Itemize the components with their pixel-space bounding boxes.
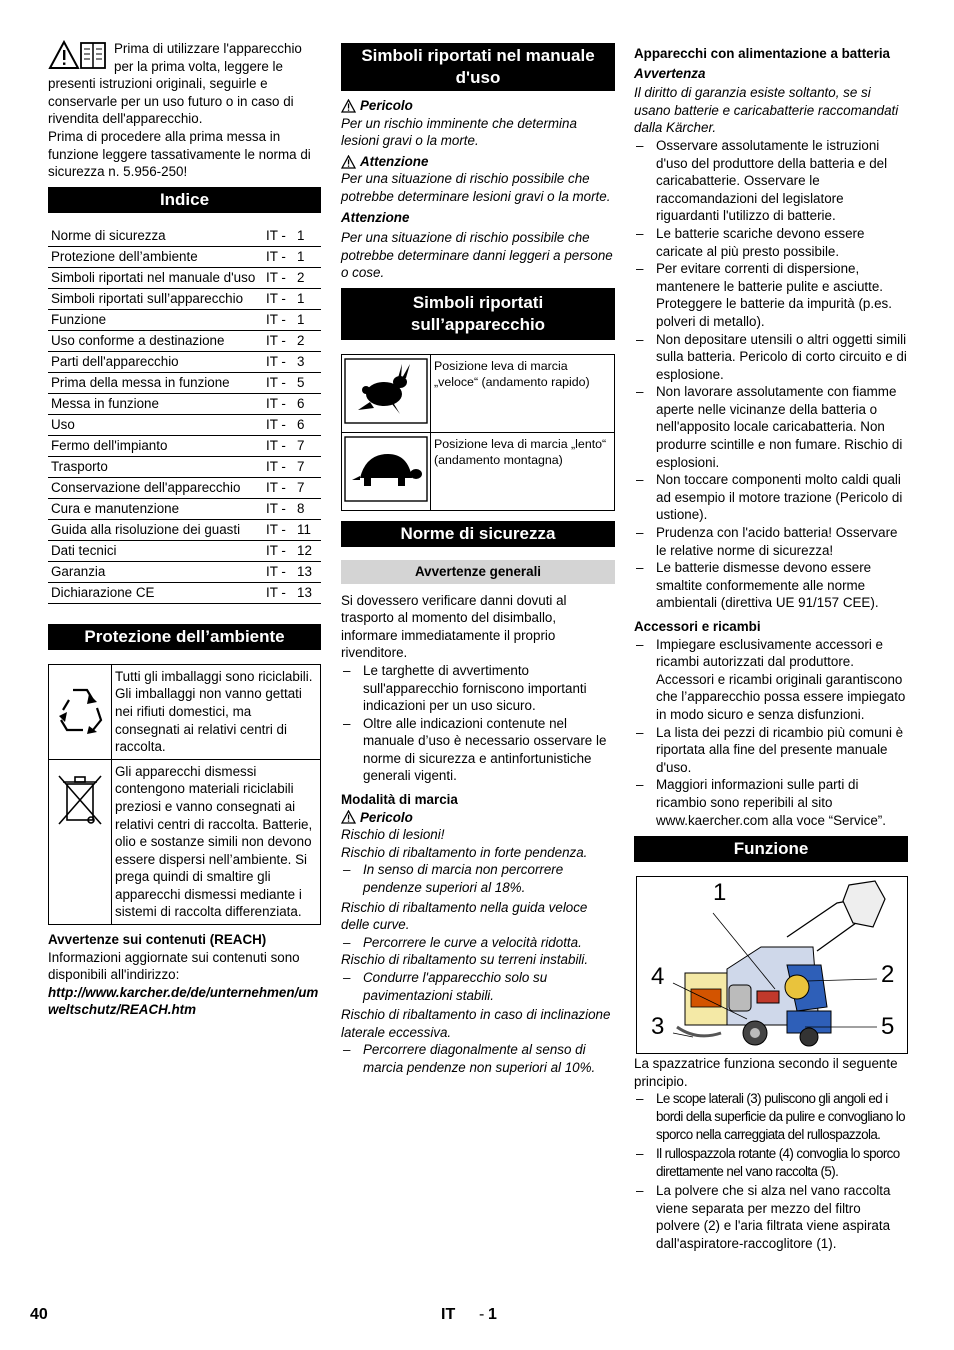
toc-entry-page: IT - 8: [263, 498, 321, 519]
toc-row[interactable]: [48, 414, 321, 435]
figure-label-1: 1: [713, 879, 727, 907]
toc-row[interactable]: [48, 226, 321, 247]
figure-label-5: 5: [881, 1013, 895, 1041]
toc-entry-label: Parti dell'apparecchio: [48, 351, 263, 372]
list-item: – Le targhette di avvertimento sull'apparecchio forniscono importanti indicazioni per un uso sicuro.: [341, 662, 615, 715]
injury-risk-text: Rischio di lesioni!: [341, 827, 445, 843]
intro-block: [48, 40, 321, 181]
toc-entry-label: Dichiarazione CE: [48, 582, 263, 603]
column-middle: [341, 43, 615, 1077]
list-item: – Il rullospazzola rotante (4) convoglia lo sporco direttamente nel vano raccolta (5).: [634, 1145, 908, 1180]
function-heading: Funzione: [634, 836, 908, 862]
environment-table: [48, 664, 321, 925]
function-list: [634, 1090, 908, 1252]
warning-triangle-icon: [341, 810, 356, 824]
toc-row[interactable]: [48, 309, 321, 330]
toc-row[interactable]: [48, 267, 321, 288]
manual-symbols-heading: Simboli riportati nel manuale d'uso: [341, 43, 615, 91]
pericolo-text: Per un rischio imminente che determina lesioni gravi o la morte.: [341, 115, 577, 149]
list-item: – Oltre alle indicazioni contenute nel manuale d’uso è necessario osservare le norme di sicurezza e antinfortunistiche generali vigenti.: [341, 715, 615, 785]
toc-entry-label: Dati tecnici: [48, 540, 263, 561]
reach-heading: Avvertenze sui contenuti (REACH): [48, 932, 267, 948]
toc-entry-page: IT - 7: [263, 456, 321, 477]
page-number: 40: [30, 1306, 48, 1323]
toc-row[interactable]: [48, 540, 321, 561]
figure-label-4: 4: [651, 963, 665, 991]
recycle-text: Tutti gli imballaggi sono riciclabili. Gli imballaggi non vanno gettati nei rifiuti domestici, ma consegnati ai relativi centri di raccolta.: [112, 664, 321, 759]
intro-icons: [48, 40, 108, 74]
toc-entry-label: Garanzia: [48, 561, 263, 582]
attenzione-label-line: [341, 153, 615, 171]
list-item: – Osservare assolutamente le istruzioni d'uso del produttore della batteria e del caricabatterie. Osservare le raccomandazioni del legislatore riguardanti l'utilizzo di batterie.: [634, 137, 908, 225]
toc-entry-label: Prima della messa in funzione: [48, 372, 263, 393]
list-item: – Impiegare esclusivamente accessori e ricambi autorizzati dal produttore. Accessori e ricambi originali garantiscono che l’apparecchio possa essere impiegato in modo sicuro e senza disfunzioni.: [634, 636, 908, 724]
list-item: – Non lavorare assolutamente con fiamme aperte nelle vicinanze della batteria o nell'apposito locale caricabatteria. Non produrre scintille e non fumare. Rischio di esplosioni.: [634, 383, 908, 471]
list-item: – Percorrere diagonalmente al senso di marcia pendenze non superiori al 10%.: [341, 1041, 615, 1076]
toc-entry-label: Norme di sicurezza: [48, 226, 263, 247]
toc-row[interactable]: [48, 561, 321, 582]
list-item: – Non toccare componenti molto caldi quali ad esempio il motore trazione (Pericolo di ustione).: [634, 471, 908, 524]
list-item: – La lista dei pezzi di ricambio più comuni è riportata alla fine del presente manuale d'uso.: [634, 724, 908, 777]
toc-entry-label: Simboli riportati nel manuale d'uso: [48, 267, 263, 288]
intro-text: Prima di utilizzare l'apparecchio per la prima volta, leggere le presenti istruzioni originali, seguirle e conservarle per un uso futuro o in caso di rivendita dell'apparecchio.: [48, 41, 302, 127]
risk-text: Rischio di ribaltamento in caso di inclinazione laterale eccessiva.: [341, 1007, 611, 1040]
toc-entry-label: Simboli riportati sull’apparecchio: [48, 288, 263, 309]
toc-heading: Indice: [48, 187, 321, 213]
reach-text: Informazioni aggiornate sui contenuti sono disponibili all'indirizzo:: [48, 949, 300, 983]
toc-table: [48, 226, 321, 604]
bin-icon-cell: [49, 759, 112, 924]
battery-heading: Apparecchi con alimentazione a batteria: [634, 46, 890, 61]
toc-entry-label: Messa in funzione: [48, 393, 263, 414]
attenzione2-text: Per una situazione di rischio possibile che potrebbe determinare danni leggeri a persone o cose.: [341, 230, 613, 281]
list-item: – Prudenza con l'acido batteria! Osservare le relative norme di sicurezza!: [634, 524, 908, 559]
list-item: – Le batterie scariche devono essere caricate al più presto possibile.: [634, 225, 908, 260]
toc-row[interactable]: [48, 393, 321, 414]
attenzione-label: Attenzione: [360, 153, 429, 169]
driving-heading: Modalità di marcia: [341, 792, 458, 808]
attenzione-text: Per una situazione di rischio possibile che potrebbe determinare lesioni gravi o la morte.: [341, 171, 611, 204]
toc-entry-label: Trasporto: [48, 456, 263, 477]
toc-row[interactable]: [48, 330, 321, 351]
toc-entry-page: IT - 1: [263, 226, 321, 247]
accessories-list: [634, 636, 908, 830]
pericolo-label: Pericolo: [360, 98, 413, 113]
toc-entry-label: Guida alla risoluzione dei guasti: [48, 519, 263, 540]
turtle-slow-icon: [344, 436, 428, 502]
toc-entry-page: IT - 6: [263, 414, 321, 435]
sweeper-diagram: [636, 876, 908, 1054]
list-item: – Maggiori informazioni sulle parti di ricambio sono reperibili al sito www.kaercher.com alla voce “Service”.: [634, 776, 908, 829]
general-warnings-heading: Avvertenze generali: [341, 560, 615, 584]
warning-triangle-icon: [341, 99, 356, 113]
warning-triangle-icon: [341, 155, 356, 169]
column-right: [634, 45, 908, 1253]
toc-entry-page: IT - 6: [263, 393, 321, 414]
driving-pericolo-line: [341, 809, 615, 827]
footer-separator: -: [479, 1306, 485, 1323]
toc-entry-page: IT - 13: [263, 561, 321, 582]
toc-entry-label: Protezione dell’ambiente: [48, 246, 263, 267]
toc-row[interactable]: [48, 456, 321, 477]
attenzione2-label: Attenzione: [341, 209, 410, 225]
figure-label-2: 2: [881, 961, 895, 989]
toc-entry-page: IT - 1: [263, 309, 321, 330]
risk-list: [341, 969, 615, 1004]
toc-row[interactable]: [48, 288, 321, 309]
toc-entry-page: IT - 1: [263, 246, 321, 267]
device-symbols-heading: Simboli riportati sull’apparecchio: [341, 288, 615, 340]
risk-list: [341, 861, 615, 896]
toc-row[interactable]: [48, 351, 321, 372]
footer-subpage: 1: [488, 1306, 497, 1323]
device-symbols-table: [341, 354, 615, 511]
toc-row[interactable]: [48, 435, 321, 456]
toc-entry-label: Conservazione dell'apparecchio: [48, 477, 263, 498]
toc-entry-label: Uso conforme a destinazione: [48, 330, 263, 351]
toc-row[interactable]: [48, 372, 321, 393]
turtle-icon-cell: [342, 432, 431, 510]
environment-heading: Protezione dell’ambiente: [48, 624, 321, 650]
toc-entry-page: IT - 3: [263, 351, 321, 372]
safety-heading: Norme di sicurezza: [341, 521, 615, 547]
toc-entry-page: IT - 7: [263, 477, 321, 498]
reach-url[interactable]: http://www.karcher.de/de/unternehmen/umweltschutz/REACH.htm: [48, 984, 319, 1018]
function-intro: La spazzatrice funziona secondo il seguente principio.: [634, 1056, 898, 1089]
list-item: – Condurre l'apparecchio solo su pavimentazioni stabili.: [341, 969, 615, 1004]
figure-label-3: 3: [651, 1013, 665, 1041]
toc-entry-page: IT - 12: [263, 540, 321, 561]
list-item: – Non depositare utensili o altri oggetti simili sulla batteria. Pericolo di corto circuito e di esplosione.: [634, 331, 908, 384]
toc-row[interactable]: [48, 519, 321, 540]
toc-entry-label: Funzione: [48, 309, 263, 330]
driving-pericolo-label: Pericolo: [360, 809, 413, 825]
toc-entry-page: IT - 11: [263, 519, 321, 540]
manual-book-icon: [81, 43, 105, 68]
recycle-icon: [53, 682, 107, 736]
intro-safety-text: Prima di procedere alla prima messa in funzione leggere tassativamente le norma di sicurezza n. 5.956-250!: [48, 128, 311, 180]
toc-entry-page: IT - 1: [263, 288, 321, 309]
toc-row[interactable]: [48, 498, 321, 519]
risk-list: [341, 1041, 615, 1076]
battery-list: [634, 137, 908, 612]
slow-text: Posizione leva di marcia „lento“ (andamento montagna): [431, 432, 615, 510]
general-warnings-text: Si dovessero verificare danni dovuti al trasporto al momento del disimballo, informare immediatamente il proprio rivenditore.: [341, 592, 567, 661]
crossed-bin-icon: [55, 772, 105, 828]
toc-row[interactable]: [48, 477, 321, 498]
general-warnings-list: [341, 662, 615, 785]
column-left: [48, 40, 321, 1019]
toc-entry-label: Cura e manutenzione: [48, 498, 263, 519]
hare-fast-icon: [344, 358, 428, 424]
list-item: – La polvere che si alza nel vano raccolta viene separata per mezzo del filtro polvere (2) e l'aria filtrata viene aspirata dall'aspiratore-raccoglitore (1).: [634, 1182, 908, 1252]
list-item: – Percorrere le curve a velocità ridotta.: [341, 934, 615, 952]
list-item: – In senso di marcia non percorrere pendenze superiori al 18%.: [341, 861, 615, 896]
list-item: – Le scope laterali (3) puliscono gli angoli ed i bordi della superficie da pulire e convogliano lo sporco nella carreggiata del rullospazzola.: [634, 1090, 908, 1143]
risk-text: Rischio di ribaltamento in forte pendenza.: [341, 844, 588, 860]
pericolo-label-line: [341, 97, 615, 115]
sweeper-illustration: [637, 877, 907, 1053]
toc-row[interactable]: [48, 582, 321, 603]
risk-text: Rischio di ribaltamento su terreni instabili.: [341, 952, 589, 968]
risk-list: [341, 934, 615, 952]
toc-entry-page: IT - 7: [263, 435, 321, 456]
risk-text: Rischio di ribaltamento nella guida veloce delle curve.: [341, 899, 588, 933]
recycle-icon-cell: [49, 664, 112, 759]
toc-entry-label: Uso: [48, 414, 263, 435]
battery-avvertenza-label: Avvertenza: [634, 65, 706, 81]
toc-entry-page: IT - 2: [263, 267, 321, 288]
toc-entry-page: IT - 5: [263, 372, 321, 393]
accessories-heading: Accessori e ricambi: [634, 619, 761, 634]
fast-text: Posizione leva di marcia „veloce“ (andamento rapido): [431, 354, 615, 432]
warning-triangle-icon: [48, 40, 108, 70]
list-item: – Per evitare correnti di dispersione, mantenere le batterie pulite e asciutte. Proteggere le batterie da impurità (p.es. polveri di metallo).: [634, 260, 908, 330]
toc-entry-page: IT - 2: [263, 330, 321, 351]
toc-row[interactable]: [48, 246, 321, 267]
footer-language: IT: [441, 1306, 456, 1323]
toc-entry-page: IT - 13: [263, 582, 321, 603]
toc-entry-label: Fermo dell'impianto: [48, 435, 263, 456]
hare-icon-cell: [342, 354, 431, 432]
battery-avvertenza-text: Il diritto di garanzia esiste soltanto, se si usano batterie e caricabatterie raccomandati dalla Kärcher.: [634, 85, 899, 136]
list-item: – Le batterie dismesse devono essere smaltite conformemente alle norme ambientali (direttiva UE 91/157 CEE).: [634, 559, 908, 612]
bin-text: Gli apparecchi dismessi contengono materiali riciclabili preziosi e vanno consegnati ai relativi centri di raccolta. Batterie, olio e sostanze simili non devono essere dispersi nell’ambiente. Si prega quindi di smaltire gli apparecchi dismessi mediante i sistemi di raccolta differenziata.: [112, 759, 321, 924]
